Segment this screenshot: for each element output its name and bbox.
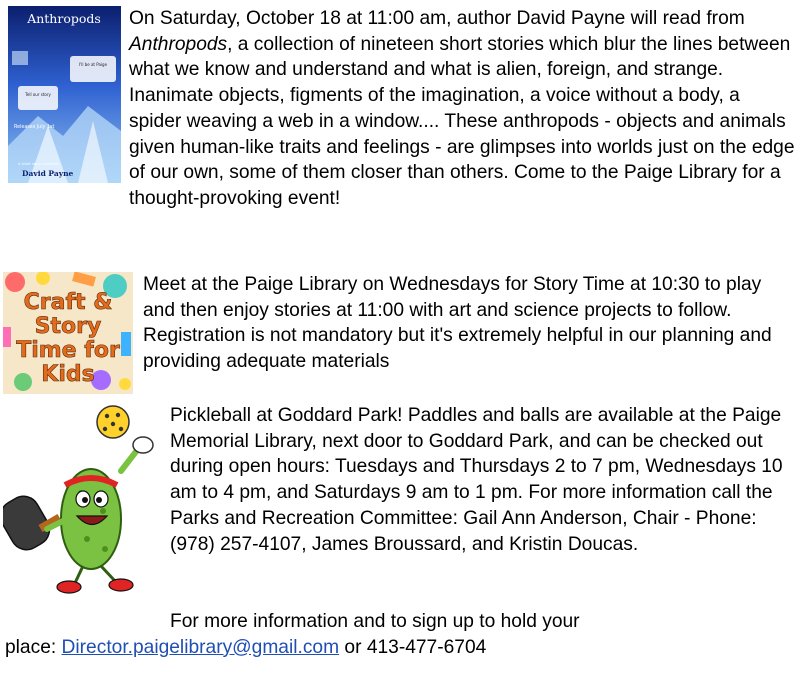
book-event-text-cont: , a collection of nineteen short stories which blur the lines between what we know and understand and what is alien, foreign, and strange. Inanimate objects, figments of the imagination, a voice without a body, a spider weaving a web in a window.... These anthropods - objects and animals given human-like traits and feelings - are glimpses into worlds just on the edge of our own, some of them closer than others. Come to the Paige Library for a thought-provoking event! [129,33,795,209]
kids-line: Kids [41,362,95,387]
pickleball-icon [97,406,129,438]
pickleball-paragraph: Pickleball at Goddard Park! Paddles and balls are available at the Paige Memorial Library, next door to Goddard Park, and can be checked out during open hours: Tuesdays and Thursdays 2 to 7 pm, Wednesdays 10 am to 4 pm, and Saturdays 9 am to 1 pm. For more information call the Parks and Recreation Committee: Gail Ann Anderson, Chair - Phone: (978) 257-4107, James Broussard, and Kristin Doucas. [170,405,783,555]
craft-story-time-image [3,272,133,394]
email-link[interactable]: Director.paigelibrary@gmail.com [61,636,340,658]
book-cover-author: David Payne [22,169,74,178]
book-title: Anthropods [129,33,228,55]
book-cover-blurb: Tell our story [25,92,51,97]
book-cover-title: Anthropods [27,11,101,26]
book-cover-release: Releases July 1st [14,125,55,130]
book-event-paragraph [5,6,795,212]
story-line: Story [34,314,102,339]
contact-prefix: place: [5,636,62,658]
book-cover-blurb: I'll be at Paige [78,62,108,67]
pickleball-cartoon-image [3,401,163,598]
contact-line-1: For more information and to sign up to hold your [170,611,580,632]
time-for-line: Time for [16,338,120,363]
book-event-text: On Saturday, October 18 at 11:00 am, author David Payne will read from [129,8,745,29]
craft-line: Craft & [23,290,113,315]
contact-paragraph [5,609,795,660]
story-time-paragraph: Meet at the Paige Library on Wednesdays for Story Time at 10:30 to play and then enjoy stories at 11:00 with art and science projects to follow. Registration is not mandatory but it's extremely helpful in our planning and providing adequate materials [143,274,772,373]
book-cover-tagline: A short story collection [18,162,60,166]
contact-phone: or 413-477-6704 [339,636,487,658]
anthropods-book-cover [8,6,121,183]
